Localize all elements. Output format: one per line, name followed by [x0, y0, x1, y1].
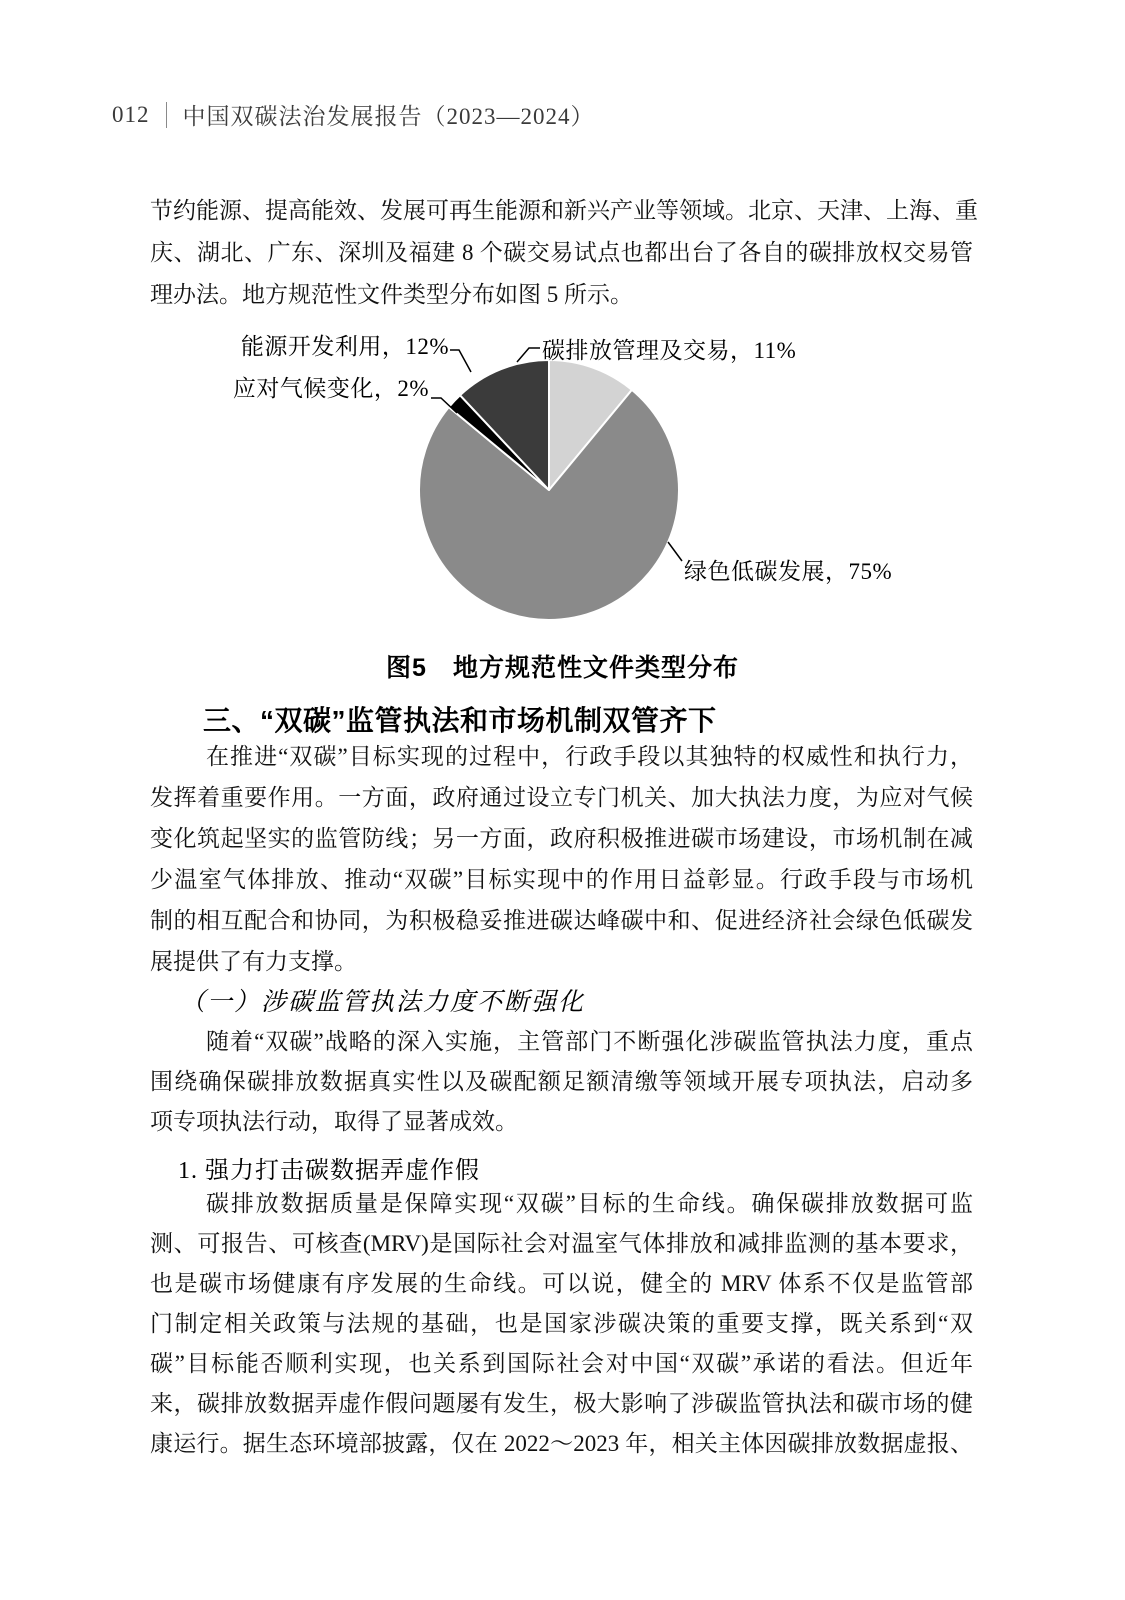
figure-5-pie-chart	[0, 320, 1125, 632]
running-header	[112, 98, 595, 131]
leader-line-energy	[450, 350, 471, 372]
page-number: 012	[112, 101, 150, 127]
paragraph-1	[150, 190, 978, 316]
pie-label-emission: 碳排放管理及交易，11%	[542, 338, 797, 363]
paragraph-3	[150, 1022, 973, 1142]
subsection-heading-2: 1. 强力打击碳数据弄虚作假	[178, 1158, 480, 1184]
text-line: 来，碳排放数据弄虚作假问题屡有发生，极大影响了涉碳监管执法和碳市场的健	[150, 1391, 973, 1416]
pie-label-energy: 能源开发利用，12%	[240, 334, 449, 359]
text-line: 发挥着重要作用。一方面，政府通过设立专门机关、加大执法力度，为应对气候	[150, 785, 973, 810]
paragraph-4	[150, 1184, 973, 1464]
text-line: 围绕确保碳排放数据真实性以及碳配额足额清缴等领域开展专项执法，启动多	[150, 1069, 973, 1094]
text-line: 少温室气体排放、推动“双碳”目标实现中的作用日益彰显。行政手段与市场机	[150, 867, 973, 892]
text-line: 变化筑起坚实的监管防线；另一方面，政府积极推进碳市场建设，市场机制在减	[150, 826, 973, 851]
text-line: 门制定相关政策与法规的基础，也是国家涉碳决策的重要支撑，既关系到“双	[150, 1311, 973, 1336]
leader-line-green	[668, 542, 682, 561]
text-line: 制的相互配合和协同，为积极稳妥推进碳达峰碳中和、促进经济社会绿色低碳发	[150, 908, 973, 933]
text-line: 碳排放数据质量是保障实现“双碳”目标的生命线。确保碳排放数据可监	[206, 1191, 973, 1216]
text-line: 在推进“双碳”目标实现的过程中，行政手段以其独特的权威性和执行力，	[206, 744, 973, 769]
text-line: 项专项执法行动，取得了显著成效。	[150, 1109, 518, 1134]
section-heading: 三、“双碳”监管执法和市场机制双管齐下	[203, 705, 717, 736]
book-title: 中国双碳法治发展报告（2023—2024）	[182, 104, 595, 129]
pie-label-green: 绿色低碳发展，75%	[684, 559, 893, 584]
text-line: 康运行。据生态环境部披露，仅在 2022～2023 年，相关主体因碳排放数据虚报、	[150, 1431, 973, 1456]
text-line: 节约能源、提高能效、发展可再生能源和新兴产业等领域。北京、天津、上海、重	[150, 198, 978, 223]
text-line: 测、可报告、可核查(MRV)是国际社会对温室气体排放和减排监测的基本要求，	[150, 1231, 973, 1256]
text-line: 随着“双碳”战略的深入实施，主管部门不断强化涉碳监管执法力度，重点	[206, 1029, 973, 1054]
text-line: 展提供了有力支撑。	[150, 949, 357, 974]
text-line: 庆、湖北、广东、深圳及福建 8 个碳交易试点也都出台了各自的碳排放权交易管	[150, 240, 973, 265]
text-line: 碳”目标能否顺利实现，也关系到国际社会对中国“双碳”承诺的看法。但近年	[150, 1351, 973, 1376]
subsection-heading-1: （一）涉碳监管执法力度不断强化	[180, 989, 586, 1016]
text-line: 也是碳市场健康有序发展的生命线。可以说，健全的 MRV 体系不仅是监管部	[150, 1271, 973, 1296]
pie-chart-svg	[0, 320, 1125, 632]
pie-label-climate: 应对气候变化，2%	[232, 376, 429, 401]
pie-slices	[419, 360, 679, 620]
header-divider	[166, 102, 167, 128]
figure-caption: 图5 地方规范性文件类型分布	[386, 654, 739, 682]
text-line: 理办法。地方规范性文件类型分布如图 5 所示。	[150, 282, 633, 307]
paragraph-2	[150, 736, 973, 982]
